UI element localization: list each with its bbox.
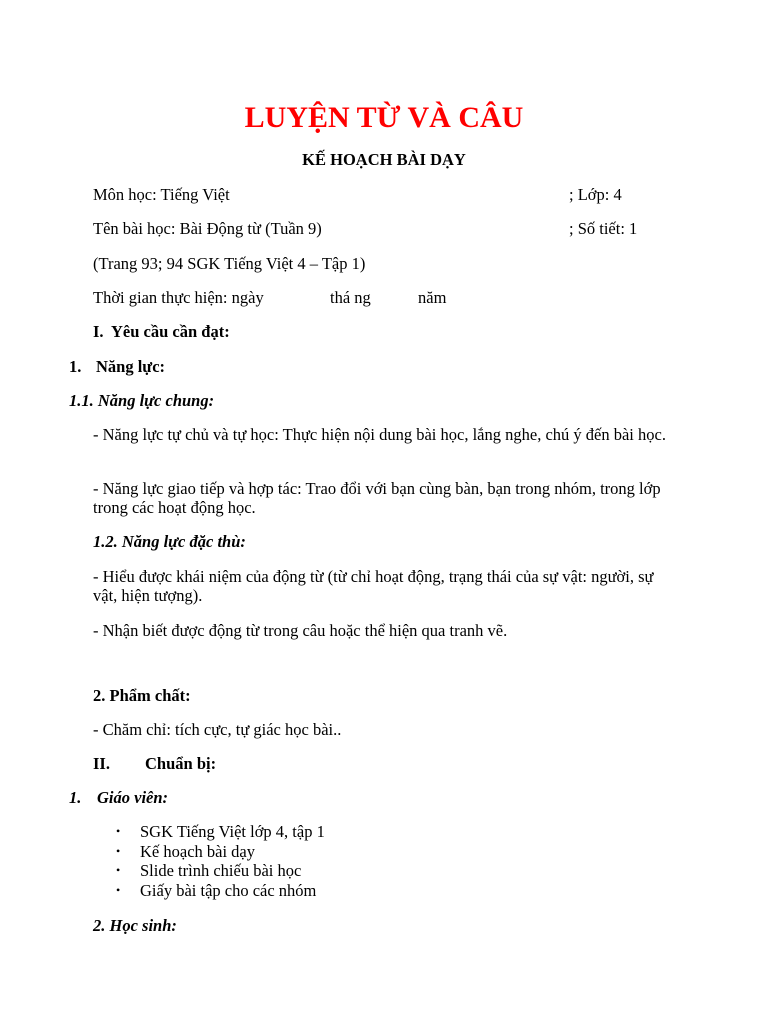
section1-heading: Yêu cầu cần đạt: — [111, 322, 230, 341]
bullet-icon: • — [116, 863, 121, 877]
capability-heading: Năng lực: — [96, 357, 166, 376]
list-item-text: SGK Tiếng Việt lớp 4, tập 1 — [140, 822, 325, 841]
bullet-icon: • — [116, 882, 121, 897]
time-year: năm — [418, 288, 447, 307]
teacher-number: 1. — [69, 788, 82, 807]
specific-item-2: - Nhận biết được động từ trong câu hoặc thể hiện qua tranh vẽ. — [93, 621, 508, 640]
specific-item-1: - Hiểu được khái niệm của động từ (từ chỉ hoạt động, trạng thái của sự vật: người, sự vật, hiện tượng). — [93, 567, 654, 605]
document-subtitle: KẾ HOẠCH BÀI DẠY — [302, 150, 466, 169]
grade-line: ; Lớp: 4 — [569, 185, 622, 204]
section2-heading: Chuẩn bị: — [145, 754, 217, 773]
subject-line: Môn học: Tiếng Việt — [93, 185, 230, 204]
bullet-icon: • — [116, 843, 121, 858]
general-capability-heading: 1.1. Năng lực chung: — [69, 391, 215, 410]
capability-number: 1. — [69, 357, 82, 376]
general-item-2: - Năng lực giao tiếp và hợp tác: Trao đổi với bạn cùng bàn, bạn trong nhóm, trong lớp trong các hoạt động học. — [93, 479, 661, 517]
teacher-materials-list — [116, 822, 325, 900]
specific-capability-heading: 1.2. Năng lực đặc thù: — [93, 532, 246, 551]
list-item — [116, 822, 325, 842]
list-item — [116, 841, 325, 862]
quality-item: - Chăm chỉ: tích cực, tự giác học bài.. — [93, 720, 342, 739]
quality-heading: 2. Phẩm chất: — [93, 686, 191, 705]
section1-number: I. — [93, 322, 104, 341]
lesson-line: Tên bài học: Bài Động từ (Tuần 9) — [93, 219, 322, 238]
list-item-text: Slide trình chiếu bài học — [140, 861, 302, 880]
general-item-1: - Năng lực tự chủ và tự học: Thực hiện nội dung bài học, lắng nghe, chú ý đến bài học. — [93, 425, 666, 444]
list-item-text: Kế hoạch bài dạy — [140, 841, 255, 861]
section2-number: II. — [93, 754, 110, 773]
periods-line: ; Số tiết: 1 — [569, 219, 638, 238]
bullet-icon: • — [116, 824, 121, 838]
teacher-heading: Giáo viên: — [97, 788, 169, 807]
time-label: Thời gian thực hiện: ngày — [93, 288, 264, 307]
document-title: LUYỆN TỪ VÀ CÂU — [244, 101, 524, 134]
time-month: thá ng — [330, 288, 371, 307]
pages-line: (Trang 93; 94 SGK Tiếng Việt 4 – Tập 1) — [93, 254, 366, 273]
list-item — [116, 861, 325, 881]
student-heading: 2. Học sinh: — [93, 916, 177, 935]
list-item-text: Giấy bài tập cho các nhóm — [140, 880, 317, 900]
list-item — [116, 880, 325, 901]
